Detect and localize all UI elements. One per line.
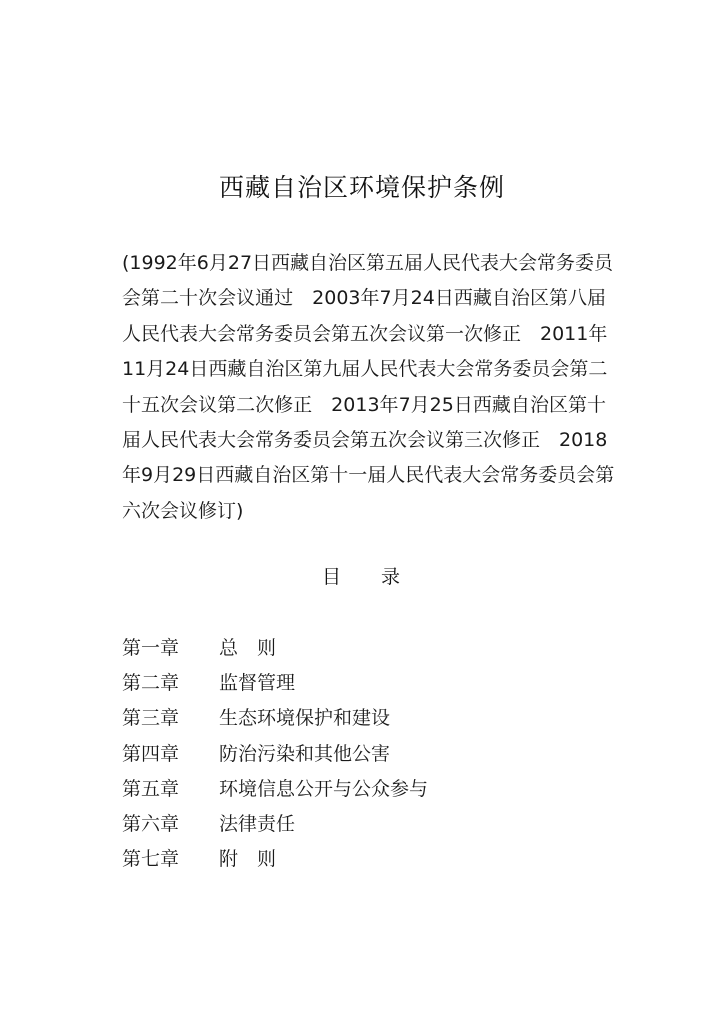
history-line: (1992年6月27日西藏自治区第五届人民代表大会常务委员 xyxy=(122,252,614,274)
history-line: 人民代表大会常务委员会第五次会议第一次修正 2011年 xyxy=(122,322,608,345)
chapter-number: 第三章 xyxy=(122,707,180,730)
toc-item-chapter-1[interactable] xyxy=(122,631,428,666)
chapter-name: 环境信息公开与公众参与 xyxy=(219,777,429,800)
history-line: 11月24日西藏自治区第九届人民代表大会常务委员会第二 xyxy=(122,358,608,381)
legislative-history xyxy=(122,246,615,529)
chapter-number: 第一章 xyxy=(122,637,180,659)
toc-item-chapter-6[interactable] xyxy=(122,807,428,842)
table-of-contents xyxy=(122,631,428,877)
history-line: 会第二十次会议通过 2003年7月24日西藏自治区第八届 xyxy=(122,287,606,310)
chapter-number: 第七章 xyxy=(122,848,180,871)
chapter-number: 第六章 xyxy=(122,812,180,835)
chapter-name: 防治污染和其他公害 xyxy=(219,742,391,765)
toc-item-chapter-5[interactable] xyxy=(122,772,428,807)
chapter-name: 法律责任 xyxy=(219,812,296,835)
document-title: 西藏自治区环境保护条例 xyxy=(218,173,505,202)
chapter-name: 监督管理 xyxy=(219,672,296,695)
chapter-name: 总 则 xyxy=(219,637,277,659)
toc-item-chapter-4[interactable] xyxy=(122,737,428,772)
chapter-name: 附 则 xyxy=(219,848,277,871)
toc-item-chapter-3[interactable] xyxy=(122,701,428,736)
toc-item-chapter-2[interactable] xyxy=(122,666,428,701)
chapter-name: 生态环境保护和建设 xyxy=(219,707,391,730)
chapter-number: 第四章 xyxy=(122,742,180,765)
toc-heading-char: 目 xyxy=(322,566,342,588)
toc-item-chapter-7[interactable] xyxy=(122,842,428,877)
toc-heading xyxy=(322,562,400,592)
history-line: 届人民代表大会常务委员会第五次会议第三次修正 2018 xyxy=(122,428,608,451)
chapter-number: 第二章 xyxy=(122,672,180,695)
toc-heading-char: 录 xyxy=(381,566,401,588)
chapter-number: 第五章 xyxy=(122,777,180,800)
history-line: 十五次会议第二次修正 2013年7月25日西藏自治区第十 xyxy=(122,393,606,416)
history-line: 六次会议修订) xyxy=(122,499,244,522)
history-line: 年9月29日西藏自治区第十一届人民代表大会常务委员会第 xyxy=(122,464,615,487)
